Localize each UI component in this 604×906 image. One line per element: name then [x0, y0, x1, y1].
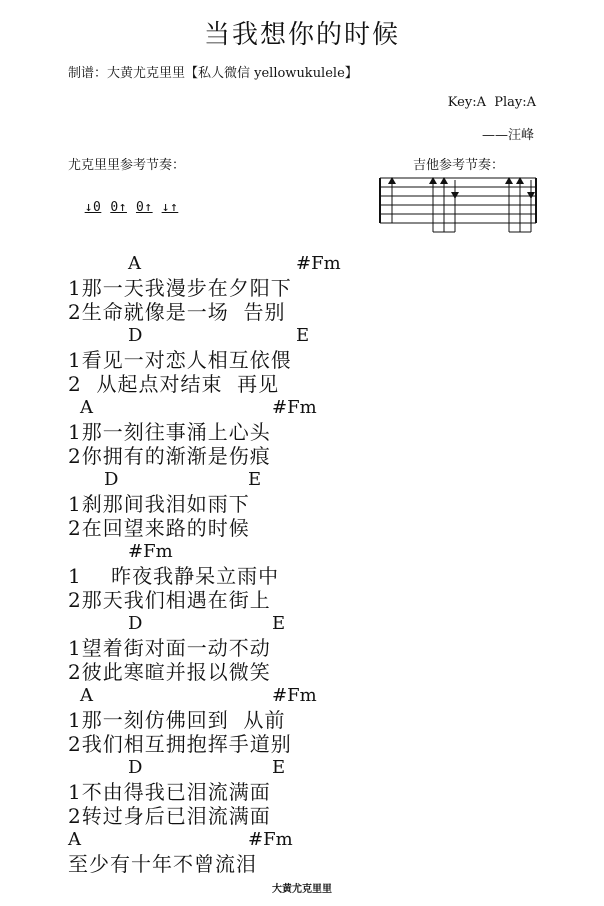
chord-line: [68, 684, 317, 708]
chord: E: [272, 613, 286, 634]
rhythm-beat: ↓↑: [161, 200, 179, 215]
chord: A: [68, 829, 81, 850]
lyric-line: 2彼此寒暄并报以微笑: [68, 660, 271, 684]
chord-line: [68, 540, 292, 564]
chord: E: [296, 325, 310, 346]
key-play-info: Key:A Play:A: [447, 95, 536, 110]
lyric-line: 2在回望来路的时候: [68, 516, 250, 540]
lyric-line: 2生命就像是一场 告别: [68, 300, 286, 324]
artist-name: ——汪峰: [481, 128, 534, 143]
chord: #Fm: [272, 685, 317, 706]
lyric-line: 2那天我们相遇在街上: [68, 588, 271, 612]
lyric-line: 2我们相互拥抱挥手道别: [68, 732, 292, 756]
chord-line: [68, 612, 292, 636]
lyric-line: 1望着街对面一动不动: [68, 636, 271, 660]
arranger-credit: 制谱：大黄尤克里里【私人微信 yellowukulele】: [68, 66, 358, 81]
footer-brand: 大黄尤克里里: [272, 884, 332, 895]
song-title: 当我想你的时候: [203, 20, 400, 50]
rhythm-beat: 0↑: [135, 200, 153, 215]
chord: A: [80, 397, 93, 418]
rhythm-beat: ↓0: [84, 200, 102, 215]
lyrics-sheet: [68, 252, 341, 876]
chord-line: [68, 828, 292, 852]
lyric-line: 2你拥有的渐渐是伤痕: [68, 444, 271, 468]
lyric-line: 1那一天我漫步在夕阳下: [68, 276, 292, 300]
chord: #Fm: [272, 397, 317, 418]
chord: D: [128, 757, 143, 778]
lyric-line: 1那一刻仿佛回到 从前: [68, 708, 286, 732]
chord: D: [104, 469, 119, 490]
lyric-line: 1刹那间我泪如雨下: [68, 492, 250, 516]
chord: #Fm: [296, 253, 341, 274]
lyric-line: 2 从起点对结束 再见: [68, 372, 280, 396]
chord: #Fm: [248, 829, 293, 850]
chord-line: [68, 324, 310, 348]
lyric-line: 1看见一对恋人相互依偎: [68, 348, 292, 372]
chord: D: [128, 325, 143, 346]
chord-line: [68, 756, 292, 780]
chord: D: [128, 613, 143, 634]
chord: #Fm: [128, 541, 173, 562]
ukulele-rhythm-pattern: [68, 185, 187, 215]
chord: E: [272, 757, 286, 778]
lyric-line: 1 昨夜我静呆立雨中: [68, 564, 280, 588]
chord-line: [68, 468, 292, 492]
guitar-rhythm-label: 吉他参考节奏：: [413, 158, 505, 173]
ukulele-rhythm-label: 尤克里里参考节奏：: [68, 158, 186, 173]
chord: A: [80, 685, 93, 706]
chord: A: [128, 253, 141, 274]
rhythm-beat: 0↑: [110, 200, 127, 215]
guitar-rhythm-tab: [378, 174, 538, 238]
lyric-line: 1不由得我已泪流满面: [68, 780, 271, 804]
chord: E: [248, 469, 262, 490]
lyric-line: 2转过身后已泪流满面: [68, 804, 271, 828]
lyric-line: 至少有十年不曾流泪: [68, 852, 257, 876]
chord-line: [68, 396, 317, 420]
lyric-line: 1那一刻往事涌上心头: [68, 420, 271, 444]
chord-line: [68, 252, 341, 276]
